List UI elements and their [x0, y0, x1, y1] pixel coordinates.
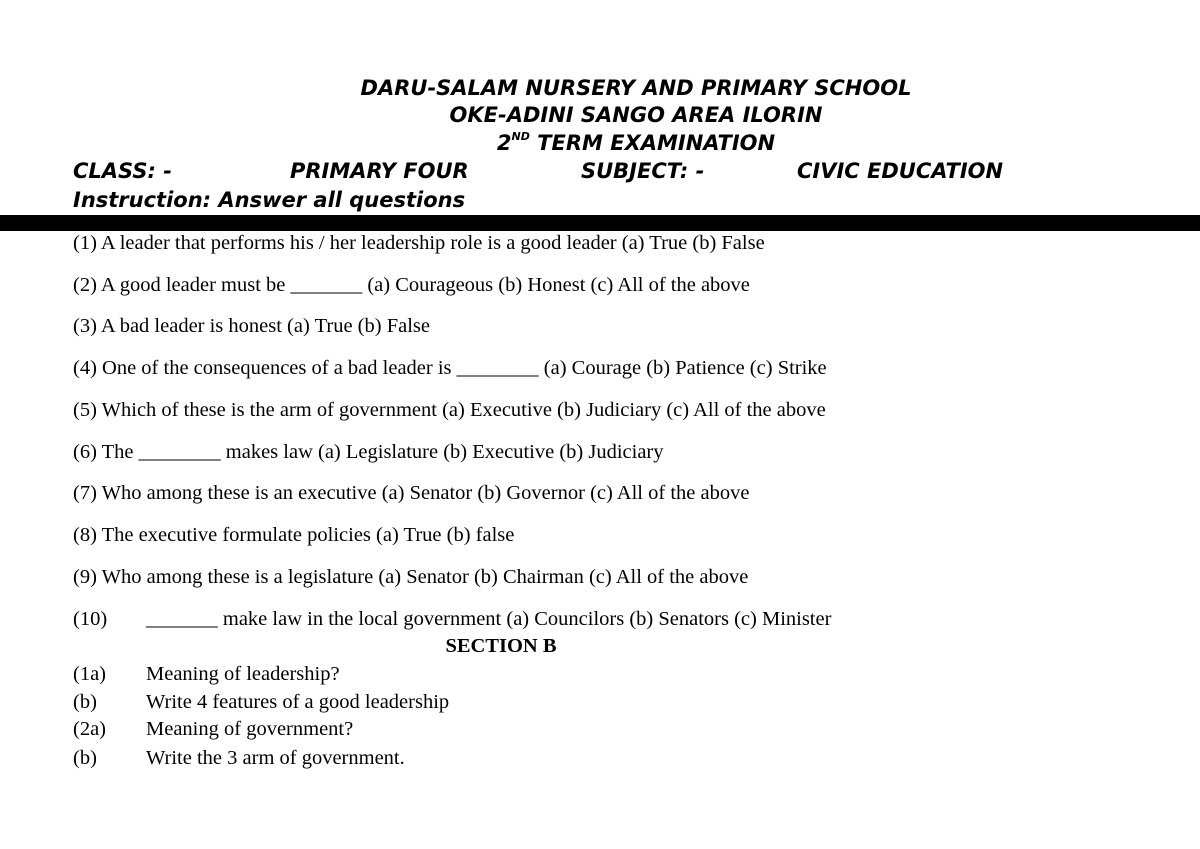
question-7: (7) Who among these is an executive (a) Senator (b) Governor (c) All of the above	[73, 482, 750, 504]
section-b-item-number: (b)	[73, 747, 97, 769]
question-3: (3) A bad leader is honest (a) True (b) False	[73, 315, 430, 337]
subject-value: CIVIC EDUCATION	[797, 159, 1004, 183]
section-b-item-number: (1a)	[73, 663, 107, 685]
question-8: (8) The executive formulate policies (a) True (b) false	[73, 524, 515, 546]
exam-title-heading	[0, 131, 1200, 155]
term-title: TERM EXAMINATION	[529, 131, 776, 155]
question-4: (4) One of the consequences of a bad leader is ________ (a) Courage (b) Patience (c) Strike	[73, 357, 827, 379]
section-b-item-text: Write the 3 arm of government.	[146, 747, 405, 769]
class-label: CLASS: -	[73, 159, 172, 183]
instruction-line: Instruction: Answer all questions	[73, 188, 466, 212]
question-6: (6) The ________ makes law (a) Legislature (b) Executive (b) Judiciary	[73, 441, 664, 463]
header-divider-rule	[0, 215, 1200, 231]
subject-label: SUBJECT: -	[581, 159, 705, 183]
section-b-item-number: (2a)	[73, 718, 107, 740]
question-10-text: _______ make law in the local government (a) Councilors (b) Senators (c) Minister	[146, 608, 832, 630]
term-suffix: ND	[511, 130, 530, 143]
question-10-number: (10)	[73, 608, 108, 630]
question-9: (9) Who among these is a legislature (a) Senator (b) Chairman (c) All of the above	[73, 566, 749, 588]
school-name-heading: DARU-SALAM NURSERY AND PRIMARY SCHOOL	[360, 76, 912, 100]
question-5: (5) Which of these is the arm of government (a) Executive (b) Judiciary (c) All of the above	[73, 399, 826, 421]
section-b-item-text: Meaning of leadership?	[146, 663, 340, 685]
section-b-item-text: Meaning of government?	[146, 718, 354, 740]
question-2: (2) A good leader must be _______ (a) Courageous (b) Honest (c) All of the above	[73, 274, 750, 296]
section-b-item-number: (b)	[73, 691, 97, 713]
section-b-title: SECTION B	[445, 635, 557, 657]
class-value: PRIMARY FOUR	[290, 159, 469, 183]
term-number: 2	[496, 131, 512, 155]
school-address-heading: OKE-ADINI SANGO AREA ILORIN	[449, 103, 823, 127]
section-b-item-text: Write 4 features of a good leadership	[146, 691, 450, 713]
question-1: (1) A leader that performs his / her leadership role is a good leader (a) True (b) False	[73, 232, 765, 254]
